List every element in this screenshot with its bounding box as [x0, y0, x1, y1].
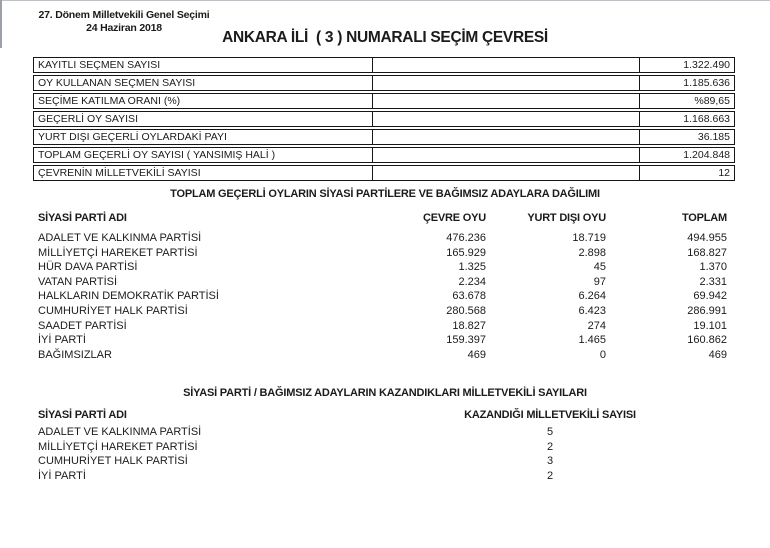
- votes-col-abroad: YURT DIŞI OYU: [527, 212, 606, 224]
- summary-spacer-cell: [373, 94, 640, 108]
- party-name: ADALET VE KALKINMA PARTİSİ: [38, 426, 202, 438]
- district-votes: 18.827: [452, 319, 486, 332]
- seats-row: [38, 469, 680, 484]
- abroad-votes: 97: [593, 275, 606, 288]
- votes-row: [38, 348, 727, 363]
- seats-table: [38, 409, 680, 483]
- party-name: MİLLİYETÇİ HAREKET PARTİSİ: [38, 246, 198, 259]
- summary-value: 1.185.636: [683, 77, 730, 89]
- summary-spacer-cell: [373, 112, 640, 126]
- summary-row: [33, 147, 735, 163]
- votes-section-title: TOPLAM GEÇERLİ OYLARIN SİYASİ PARTİLERE VE BAĞIMSIZ ADAYLARA DAĞILIMI: [170, 188, 600, 200]
- election-date: 24 Haziran 2018: [86, 22, 162, 34]
- seat-count: 2: [546, 440, 554, 453]
- seats-row: [38, 440, 680, 455]
- total-votes: 160.862: [687, 334, 727, 347]
- summary-label: GEÇERLİ OY SAYISI: [34, 112, 373, 126]
- total-votes: 1.370: [699, 261, 727, 274]
- summary-value: 1.168.663: [683, 113, 730, 125]
- district-votes: 1.325: [458, 261, 486, 274]
- seats-col-count: KAZANDIĞI MİLLETVEKİLİ SAYISI: [464, 409, 636, 421]
- summary-spacer-cell: [373, 166, 640, 180]
- summary-spacer-cell: [373, 76, 640, 90]
- summary-table: [33, 57, 735, 183]
- total-votes: 19.101: [693, 319, 727, 332]
- summary-value: 36.185: [697, 131, 730, 143]
- party-name: İYİ PARTİ: [38, 334, 86, 347]
- party-name: CUMHURİYET HALK PARTİSİ: [38, 304, 188, 317]
- abroad-votes: 18.719: [572, 232, 606, 244]
- party-name: MİLLİYETÇİ HAREKET PARTİSİ: [38, 440, 198, 453]
- votes-row: [38, 319, 727, 334]
- abroad-votes: 6.264: [578, 290, 606, 303]
- votes-row: [38, 289, 727, 304]
- votes-table: [38, 212, 727, 362]
- seat-count: 3: [546, 455, 554, 468]
- abroad-votes: 0: [599, 348, 606, 361]
- seats-header-row: [38, 409, 680, 425]
- total-votes: 168.827: [687, 246, 727, 259]
- summary-label: ÇEVRENİN MİLLETVEKİLİ SAYISI: [34, 166, 373, 180]
- seats-row: [38, 425, 680, 440]
- district-votes: 469: [467, 348, 486, 361]
- summary-row: [33, 57, 735, 73]
- district-votes: 280.568: [446, 304, 486, 317]
- district-votes: 159.397: [446, 334, 486, 347]
- party-name: İYİ PARTİ: [38, 469, 86, 482]
- summary-value: 1.322.490: [683, 59, 730, 71]
- abroad-votes: 274: [587, 319, 606, 332]
- total-votes: 494.955: [687, 232, 727, 244]
- seats-section-title: SİYASİ PARTİ / BAĞIMSIZ ADAYLARIN KAZANDIKLARI MİLLETVEKİLİ SAYILARI: [183, 387, 587, 399]
- votes-header-row: [38, 212, 727, 231]
- district-votes: 63.678: [452, 290, 486, 303]
- abroad-votes: 1.465: [578, 334, 606, 347]
- district-votes: 165.929: [446, 246, 486, 259]
- summary-label: KAYITLI SEÇMEN SAYISI: [34, 58, 373, 72]
- summary-value: 1.204.848: [683, 149, 730, 161]
- summary-row: [33, 111, 735, 127]
- summary-row: [33, 75, 735, 91]
- page-title: ANKARA İLİ ( 3 ) NUMARALI SEÇİM ÇEVRESİ: [222, 29, 548, 46]
- summary-spacer-cell: [373, 58, 640, 72]
- district-votes: 476.236: [446, 232, 486, 244]
- seats-row: [38, 454, 680, 469]
- summary-row: [33, 129, 735, 145]
- total-votes: 2.331: [699, 275, 727, 288]
- party-name: VATAN PARTİSİ: [38, 275, 118, 288]
- party-name: SAADET PARTİSİ: [38, 319, 127, 332]
- party-name: CUMHURİYET HALK PARTİSİ: [38, 455, 188, 468]
- summary-label: YURT DIŞI GEÇERLİ OYLARDAKİ PAYI: [34, 130, 373, 144]
- summary-label: SEÇİME KATILMA ORANI (%): [34, 94, 373, 108]
- summary-spacer-cell: [373, 130, 640, 144]
- party-name: ADALET VE KALKINMA PARTİSİ: [38, 232, 202, 244]
- seat-count: 2: [546, 469, 554, 482]
- votes-row: [38, 304, 727, 319]
- votes-col-total: TOPLAM: [681, 212, 727, 224]
- party-name: BAĞIMSIZLAR: [38, 348, 112, 361]
- votes-row: [38, 275, 727, 290]
- summary-label: TOPLAM GEÇERLİ OY SAYISI ( YANSIMIŞ HALİ ): [34, 148, 373, 162]
- total-votes: 286.991: [687, 304, 727, 317]
- summary-label: OY KULLANAN SEÇMEN SAYISI: [34, 76, 373, 90]
- summary-value: 12: [718, 167, 730, 179]
- party-name: HALKLARIN DEMOKRATİK PARTİSİ: [38, 290, 219, 303]
- votes-col-district: ÇEVRE OYU: [423, 212, 486, 224]
- votes-row: [38, 246, 727, 261]
- summary-value: %89,65: [694, 95, 730, 107]
- summary-spacer-cell: [373, 148, 640, 162]
- abroad-votes: 45: [593, 261, 606, 274]
- top-edge-line: [0, 0, 770, 1]
- votes-row: [38, 231, 727, 246]
- seat-count: 5: [546, 426, 554, 438]
- election-term-line1: 27. Dönem Milletvekili Genel Seçimi: [38, 9, 210, 21]
- total-votes: 69.942: [693, 290, 727, 303]
- abroad-votes: 6.423: [578, 304, 606, 317]
- summary-row: [33, 165, 735, 181]
- votes-row: [38, 260, 727, 275]
- votes-col-party: SİYASİ PARTİ ADI: [38, 212, 127, 224]
- summary-row: [33, 93, 735, 109]
- abroad-votes: 2.898: [578, 246, 606, 259]
- votes-row: [38, 333, 727, 348]
- party-name: HÜR DAVA PARTİSİ: [38, 261, 138, 274]
- seats-col-party: SİYASİ PARTİ ADI: [38, 409, 127, 421]
- district-votes: 2.234: [458, 275, 486, 288]
- total-votes: 469: [708, 348, 727, 361]
